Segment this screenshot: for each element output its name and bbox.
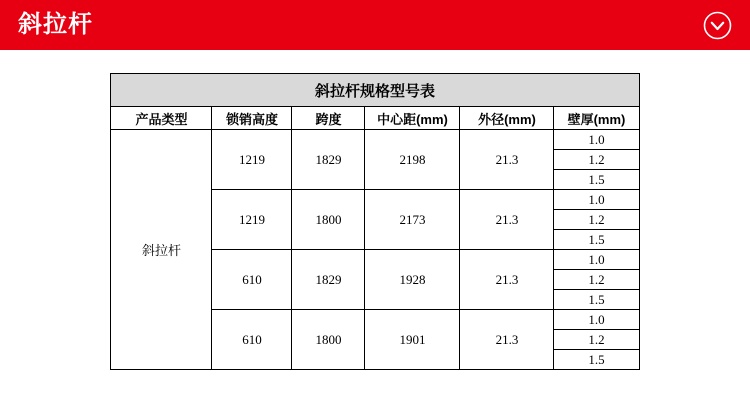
cell-center-distance: 1901	[365, 310, 460, 370]
cell-wall-thickness: 1.2	[554, 270, 639, 290]
column-header-outer-diameter: 外径(mm)	[460, 107, 554, 130]
column-header-product-type: 产品类型	[111, 107, 212, 130]
cell-wall-thickness: 1.2	[554, 210, 639, 230]
column-header-wall-thickness: 壁厚(mm)	[554, 107, 639, 130]
cell-wall-thickness: 1.5	[554, 290, 639, 310]
column-header-span: 跨度	[292, 107, 365, 130]
cell-lock-pin-height: 610	[212, 310, 292, 370]
cell-wall-thickness: 1.2	[554, 330, 639, 350]
section-header	[0, 0, 750, 50]
collapse-section-button[interactable]	[702, 10, 732, 40]
cell-wall-thickness: 1.0	[554, 250, 639, 270]
cell-lock-pin-height: 610	[212, 250, 292, 310]
content-area	[0, 73, 750, 370]
chevron-down-icon	[703, 11, 732, 40]
table-title: 斜拉杆规格型号表	[111, 74, 639, 107]
cell-outer-diameter: 21.3	[460, 250, 554, 310]
cell-outer-diameter: 21.3	[460, 130, 554, 190]
cell-outer-diameter: 21.3	[460, 310, 554, 370]
cell-wall-thickness: 1.5	[554, 350, 639, 370]
cell-span: 1829	[292, 250, 365, 310]
cell-span: 1800	[292, 190, 365, 250]
cell-center-distance: 2198	[365, 130, 460, 190]
cell-lock-pin-height: 1219	[212, 130, 292, 190]
cell-wall-thickness: 1.0	[554, 310, 639, 330]
cell-span: 1800	[292, 310, 365, 370]
cell-lock-pin-height: 1219	[212, 190, 292, 250]
cell-wall-thickness: 1.2	[554, 150, 639, 170]
cell-center-distance: 2173	[365, 190, 460, 250]
cell-center-distance: 1928	[365, 250, 460, 310]
column-header-center-distance: 中心距(mm)	[365, 107, 460, 130]
cell-product-type: 斜拉杆	[111, 130, 212, 370]
cell-wall-thickness: 1.0	[554, 130, 639, 150]
spec-table	[110, 73, 639, 370]
cell-wall-thickness: 1.0	[554, 190, 639, 210]
cell-outer-diameter: 21.3	[460, 190, 554, 250]
column-header-lock-pin-height: 锁销高度	[212, 107, 292, 130]
page-title: 斜拉杆	[18, 11, 93, 38]
cell-span: 1829	[292, 130, 365, 190]
cell-wall-thickness: 1.5	[554, 230, 639, 250]
cell-wall-thickness: 1.5	[554, 170, 639, 190]
